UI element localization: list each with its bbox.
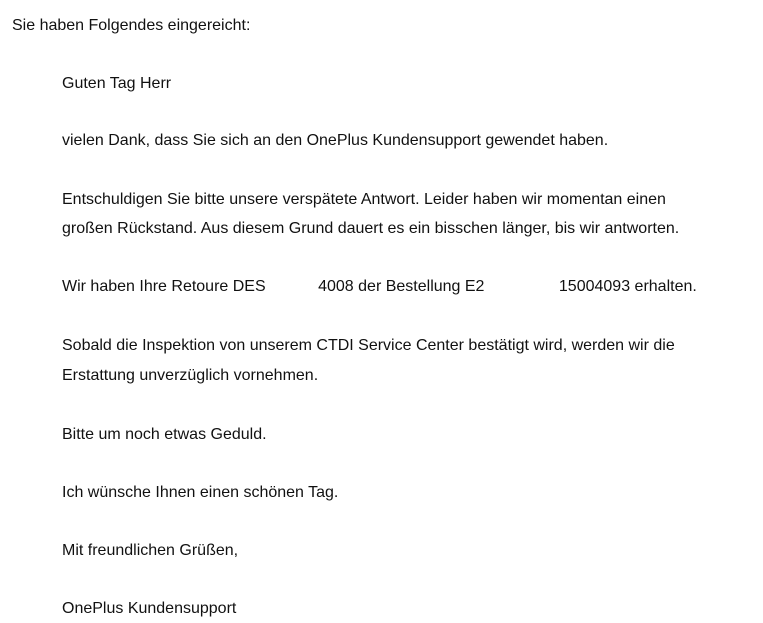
- greeting: [62, 69, 296, 98]
- inspection-line-1: Sobald die Inspektion von unserem CTDI Service Center bestätigt wird, werden wir die: [62, 337, 675, 354]
- redacted-order-id: [485, 273, 559, 291]
- thanks-paragraph: vielen Dank, dass Sie sich an den OnePlus Kundensupport gewendet haben.: [62, 132, 609, 149]
- signature: OnePlus Kundensupport: [62, 600, 237, 617]
- apology-line-1: Entschuldigen Sie bitte unsere verspätete Antwort. Leider haben wir momentan einen: [62, 191, 666, 208]
- apology-line-2: großen Rückstand. Aus diesem Grund dauert es ein bisschen länger, bis wir antworten.: [62, 220, 680, 237]
- submission-intro: Sie haben Folgendes eingereicht:: [12, 17, 251, 34]
- return-prefix: Wir haben Ihre Retoure DES: [62, 278, 266, 295]
- return-paragraph: [62, 272, 697, 301]
- closing-line: Mit freundlichen Grüßen,: [62, 542, 239, 559]
- inspection-line-2: Erstattung unverzüglich vornehmen.: [62, 367, 319, 384]
- wish-paragraph: Ich wünsche Ihnen einen schönen Tag.: [62, 484, 339, 501]
- redacted-name: [176, 70, 296, 88]
- return-mid: 4008 der Bestellung E2: [318, 278, 485, 295]
- patience-paragraph: Bitte um noch etwas Geduld.: [62, 426, 267, 443]
- redacted-return-id: [266, 273, 318, 291]
- return-suffix: 15004093 erhalten.: [558, 278, 697, 295]
- greeting-text: Guten Tag Herr: [62, 75, 172, 92]
